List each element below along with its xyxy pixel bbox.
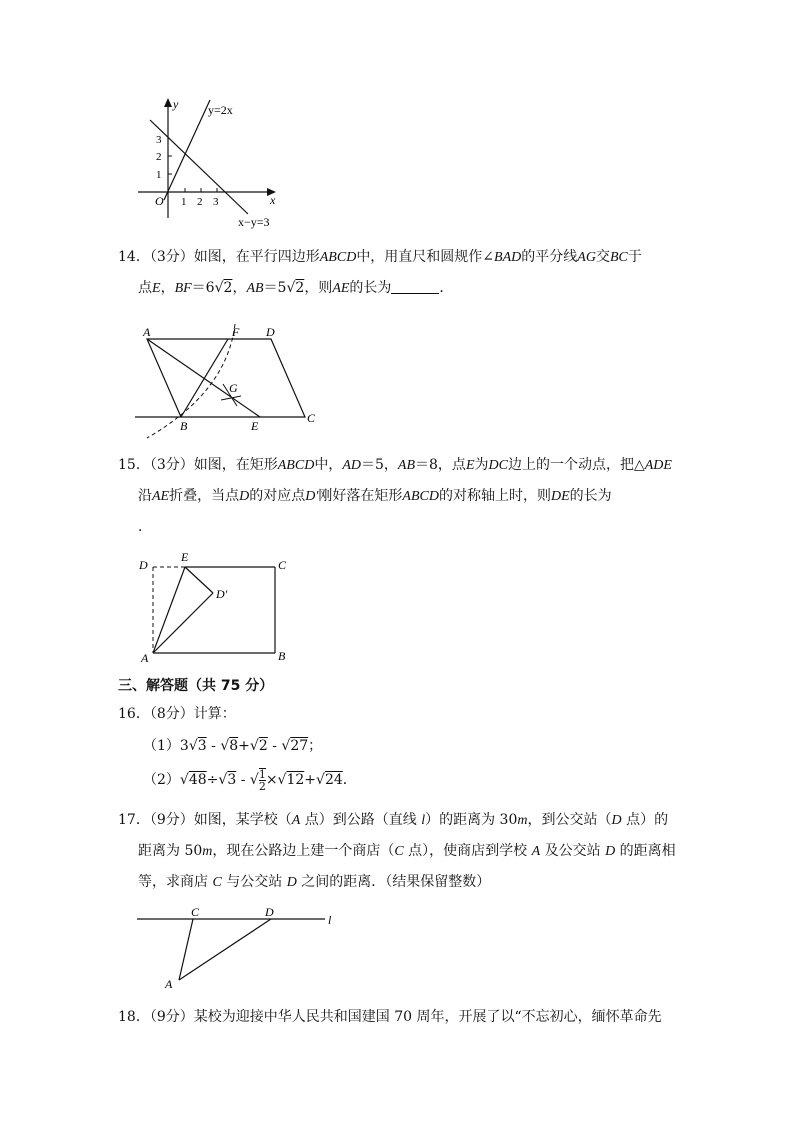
label-G: G bbox=[229, 381, 238, 395]
q13-graph bbox=[130, 92, 300, 232]
y-tick-3: 3 bbox=[156, 134, 162, 146]
label-A: A bbox=[143, 325, 151, 339]
label-B: B bbox=[180, 419, 188, 433]
q18-line1: 18．（9分）某校为迎接中华人民共和国建国 70 周年，开展了以“不忘初心，缅怀革命先 bbox=[118, 1009, 662, 1025]
label-B: B bbox=[278, 649, 286, 663]
label-A: A bbox=[165, 977, 173, 991]
x-tick-2: 2 bbox=[197, 196, 203, 208]
q16-line: 16．（8分）计算： bbox=[118, 706, 236, 722]
line2-label: x−y=3 bbox=[238, 215, 270, 229]
label-E: E bbox=[251, 419, 259, 433]
q14-figure bbox=[135, 322, 335, 442]
q15-line3: ． bbox=[138, 519, 152, 535]
q14-line2: 点E，BF＝6√2，AB＝5√2，则AE的长为 ． bbox=[138, 280, 454, 296]
y-axis-label: y bbox=[173, 97, 179, 111]
q14-answer-blank[interactable] bbox=[391, 279, 439, 294]
q15-line2: 沿AE折叠，当点D的对应点D′刚好落在矩形ABCD的对称轴上时，则DE的长为 bbox=[138, 488, 612, 504]
q14-line1: 14．（3分）如图，在平行四边形ABCD中，用直尺和圆规作∠BAD的平分线AG交BC于 bbox=[118, 249, 642, 265]
q17-line3: 等，求商店 C 与公交站 D 之间的距离．（结果保留整数） bbox=[138, 874, 491, 890]
label-D: D bbox=[266, 325, 275, 339]
label-l: l bbox=[328, 913, 332, 927]
label-D-prime: D′ bbox=[216, 587, 228, 601]
x-axis-label: x bbox=[270, 193, 276, 207]
label-C: C bbox=[278, 558, 287, 572]
label-D: D bbox=[265, 905, 274, 919]
q17-line1: 17．（9分）如图，某学校（A 点）到公路（直线 l）的距离为 30m，到公交站（D 点）的 bbox=[118, 812, 669, 828]
label-D: D bbox=[139, 558, 148, 572]
label-C: C bbox=[191, 905, 200, 919]
section-title: 三、解答题（共 75 分） bbox=[118, 678, 274, 694]
label-C: C bbox=[307, 411, 316, 425]
label-F: F bbox=[232, 325, 240, 339]
q15-figure bbox=[135, 548, 305, 666]
q16-part2: （2）√48÷√3 - √ $\frac{1}{2}$ ×√12+√24． bbox=[143, 768, 357, 793]
label-E: E bbox=[181, 550, 189, 564]
x-tick-1: 1 bbox=[181, 196, 187, 208]
x-tick-3: 3 bbox=[213, 196, 219, 208]
y-tick-2: 2 bbox=[156, 151, 162, 163]
q17-figure bbox=[135, 902, 345, 994]
y-tick-1: 1 bbox=[156, 169, 162, 181]
line1-label: y=2x bbox=[208, 103, 233, 117]
q15-line1: 15．（3分）如图，在矩形ABCD中，AD＝5，AB＝8，点E为DC边上的一个动点，把△ADE bbox=[118, 457, 672, 473]
origin-label: O bbox=[155, 194, 164, 208]
q17-line2: 距离为 50m，现在公路边上建一个商店（C 点），使商店到学校 A 及公交站 D 的距离相 bbox=[138, 843, 676, 859]
q16-part1: （1）3√3 - √8+√2 - √27； bbox=[143, 738, 323, 754]
label-A: A bbox=[141, 651, 149, 665]
